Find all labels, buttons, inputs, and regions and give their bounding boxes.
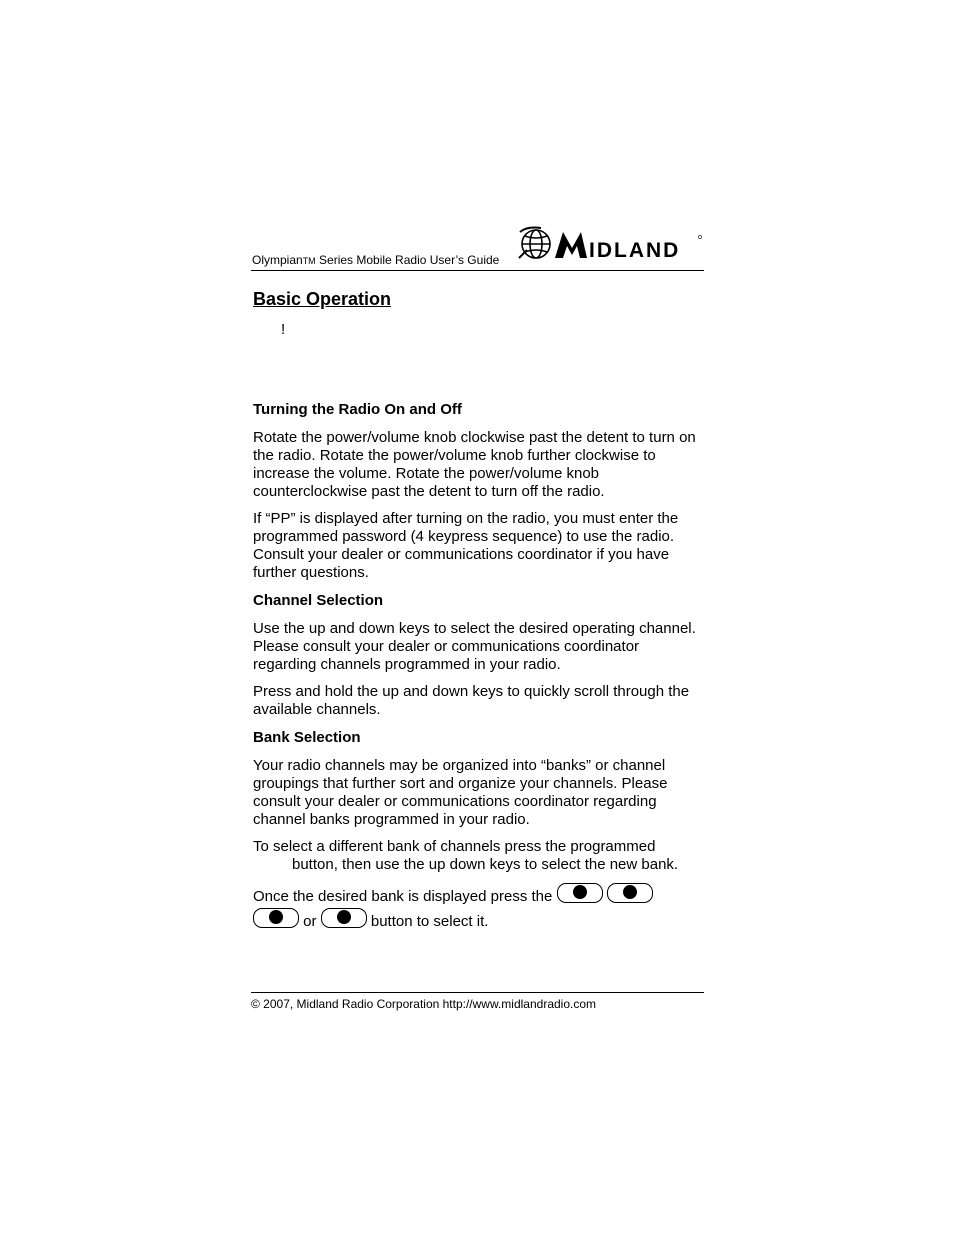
paragraph: Once the desired bank is displayed press the or button to select it.	[253, 883, 703, 931]
trademark-mark: TM	[302, 256, 316, 266]
section-heading-bank: Bank Selection	[253, 729, 361, 746]
paragraph: To select a different bank of channels press the programmed button, then use the up down keys to select the new bank.	[253, 838, 679, 873]
midland-logo	[517, 224, 703, 264]
logo-wordmark: IDLAND	[589, 239, 681, 262]
page-title: Basic Operation	[253, 289, 392, 309]
guide-title: OlympianTM Series Mobile Radio User’s Guide	[252, 253, 500, 267]
page-footer	[251, 992, 704, 1011]
page-header	[251, 222, 704, 271]
paragraph: Use the up and down keys to select the desired operating channel. Please consult your dealer or communications coordinator regarding channels programmed in your radio.	[253, 620, 696, 673]
exclamation-mark: !	[281, 321, 286, 338]
radio-key-icon	[557, 883, 603, 903]
paragraph: If “PP” is displayed after turning on the radio, you must enter the programmed password (4 keypress sequence) to use the radio. Consult your dealer or communications coordinator if you have further questions.	[253, 510, 679, 581]
main-content	[253, 400, 703, 940]
copyright-text: © 2007, Midland Radio Corporation http://www.midlandradio.com	[251, 997, 597, 1011]
globe-icon	[519, 228, 550, 259]
section-heading-channel: Channel Selection	[253, 592, 384, 609]
radio-key-icon	[253, 908, 299, 928]
logo-m	[555, 232, 587, 258]
paragraph: Press and hold the up and down keys to quickly scroll through the available channels.	[253, 683, 690, 718]
paragraph: Your radio channels may be organized into “banks” or channel groupings that further sort and organize your channels. Please consult your dealer or communications coordinator regarding channel banks programmed in your radio.	[253, 757, 668, 828]
section-heading-power: Turning the Radio On and Off	[253, 401, 462, 418]
radio-key-icon	[607, 883, 653, 903]
paragraph: Rotate the power/volume knob clockwise past the detent to turn on the radio. Rotate the power/volume knob further clockwise to increase the volume. Rotate the power/volume knob counterclockwise past the detent to turn off the radio.	[253, 429, 696, 500]
radio-key-icon	[321, 908, 367, 928]
